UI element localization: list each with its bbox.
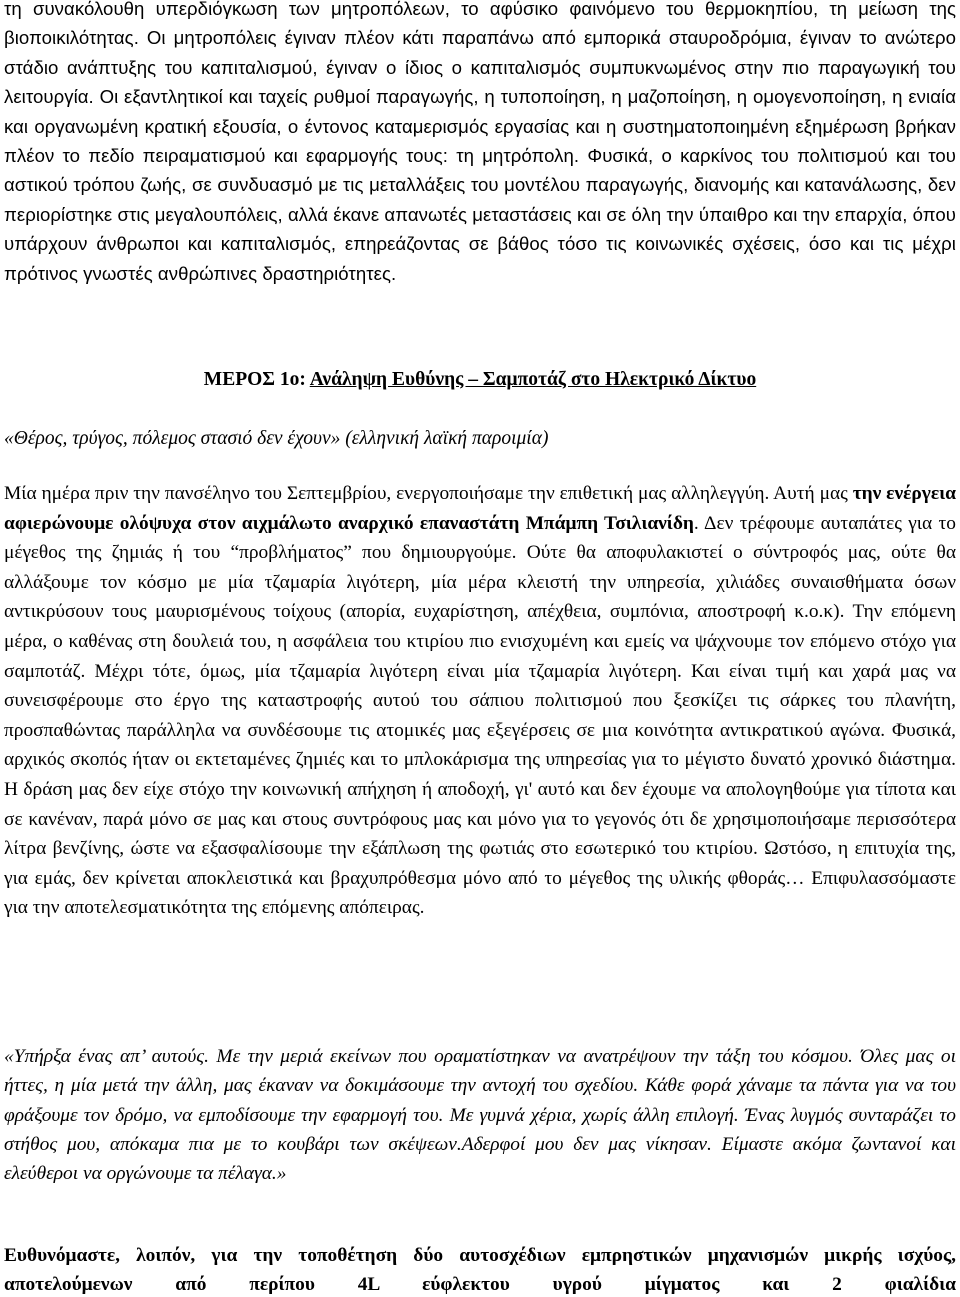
responsibility-paragraph: Ευθυνόμαστε, λοιπόν, για την τοποθέτηση δύο αυτοσχέδιων εμπρηστικών μηχανισμών μικρής ισχύος, αποτελούμενων από περίπου 4L εύφλεκτου υγρού μίγματος και 2 φιαλίδια [4,1245,956,1295]
proverb-epigraph: «Θέρος, τρύγος, πόλεμος στασιό δεν έχουν» (ελληνική λαϊκή παροιμία) [4,428,549,449]
section-heading-prefix: ΜΕΡΟΣ 1ο: [203,369,310,390]
main-paragraph-part1: Μία ημέρα πριν την πανσέληνο του Σεπτεμβρίου, ενεργοποιήσαμε την επιθετική μας αλληλεγγύη. Αυτή μας [4,483,853,504]
main-paragraph [4,479,956,923]
section-heading [0,366,960,394]
quote-paragraph: «Υπήρξα ένας απ’ αυτούς. Με την μεριά εκείνων που οραματίστηκαν να ανατρέψουν την τάξη του κόσμου. Όλες μας οι ήττες, η μία μετά την άλλη, μας έκαναν να δοκιμάσουμε την αντοχή του σχεδίου. Κάθε φορά χάναμε τα πάντα για να του φράξουμε τον δρόμο, να εμποδίσουμε την εφαρμογή του. Με γυμνά χέρια, χωρίς άλλη επιλογή. Ένας λυγμός συνταράζει το στήθος μου, απόκαμα πια με το κουβάρι των σκέψεων.Αδερφοί μου δεν μας νίκησαν. Είμαστε ακόμα ζωντανοί και ελεύθεροι να οργώνουμε τα πέλαγα.» [4,1046,956,1185]
intro-paragraph: τη συνακόλουθη υπερδιόγκωση των μητροπόλεων, το αφύσικο φαινόμενο του θερμοκηπίου, τη μείωση της βιοποικιλότητας. Οι μητροπόλεις έγιναν πλέον κάτι παραπάνω από εμπορικά σταυροδρόμια, έγιναν το ανώτερο στάδιο ανάπτυξης του καπιταλισμού, έγιναν ο ίδιος ο καπιταλισμός συμπυκνωμένος στην πιο παραγωγική του λειτουργία. Οι εξαντλητικοί και ταχείς ρυθμοί παραγωγής, η τυποποίηση, η μαζοποίηση, η ομογενοποίηση, η ενιαία και οργανωμένη κρατική εξουσία, ο έντονος καταμερισμός εργασίας και η συστηματοποιημένη εξημέρωση βρήκαν πλέον το πεδίο πειραματισμού και εφαρμογής τους: τη μητρόπολη. Φυσικά, ο καρκίνος του πολιτισμού και του αστικού τρόπου ζωής, σε συνδυασμό με τις μεταλλάξεις του μοντέλου παραγωγής, διανομής και κατανάλωσης, δεν περιορίστηκε στις μεγαλουπόλεις, αλλά έκανε απανωτές μεταστάσεις και σε όλη την ύπαιθρο και την επαρχία, όπου υπάρχουν άνθρωποι και καπιταλισμός, επηρεάζοντας σε βάθος τόσο τις κοινωνικές σχέσεις, όσο και τις μέχρι πρότινος γνωστές ανθρώπινες δραστηριότητες. [4,0,956,284]
section-heading-title: Ανάληψη Ευθύνης – Σαμποτάζ στο Ηλεκτρικό Δίκτυο [309,369,757,390]
main-paragraph-bold: την ενέργεια αφιερώνουμε ολόψυχα στον αιχμάλωτο αναρχικό επαναστάτη Μπάμπη Τσιλιανίδη [4,483,956,534]
main-paragraph-part2: . Δεν τρέφουμε αυταπάτες για το μέγεθος της ζημιάς ή του “προβλήματος” που δημιουργούμε. Ούτε θα αποφυλακιστεί ο σύντροφός μας, ούτε θα αλλάξουμε τον κόσμο με μία τζαμαρία λιγότερη, μία μέρα κλειστή την υπηρεσία, χιλιάδες συναισθήματα όσων αντικρύσουν τους μαυρισμένους τοίχους (απορία, ευχαρίστηση, απέχθεια, συμπόνια, αποστροφή κ.ο.κ). Την επόμενη μέρα, ο καθένας στη δουλειά του, η ασφάλεια του κτιρίου πιο ενισχυμένη και εμείς να ψάχνουμε τον επόμενο στόχο για σαμποτάζ. Μέχρι τότε, όμως, μία τζαμαρία λιγότερη είναι μία τζαμαρία λιγότερη. Και είναι τιμή και χαρά μας να συνεισφέρουμε στο έργο της καταστροφής αυτού του σάπιου πολιτισμού που ξεσκίζει τις σάρκες του πλανήτη, προσπαθώντας παράλληλα να συνδέσουμε τις ατομικές μας εξεγέρσεις σε μια κοινότητα αντικρατικού αγώνα. Φυσικά, αρχικός σκοπός ήταν οι εκτεταμένες ζημιές και το μπλοκάρισμα της υπηρεσίας για το μέγιστο δυνατό χρονικό διάστημα. Η δράση μας δεν είχε στόχο την κοινωνική απήχηση ή αποδοχή, γι' αυτό και δεν έχουμε να απολογηθούμε για τίποτα και σε κανέναν, παρά μόνο σε μας και στους συντρόφους μας και μόνο για το γεγονός ότι δε χρησιμοποιήσαμε περισσότερα λίτρα βενζίνης, ώστε να εξασφαλίσουμε την εξάπλωση της φωτιάς στο εσωτερικό του κτιρίου. Ωστόσο, η επιτυχία της, για εμάς, δεν κρίνεται αποκλειστικά και βραχυπρόθεσμα μόνο από το μέγεθος της υλικής φθοράς… Επιφυλασσόμαστε για την αποτελεσματικότητα της επόμενης απόπειρας. [4,512,956,919]
